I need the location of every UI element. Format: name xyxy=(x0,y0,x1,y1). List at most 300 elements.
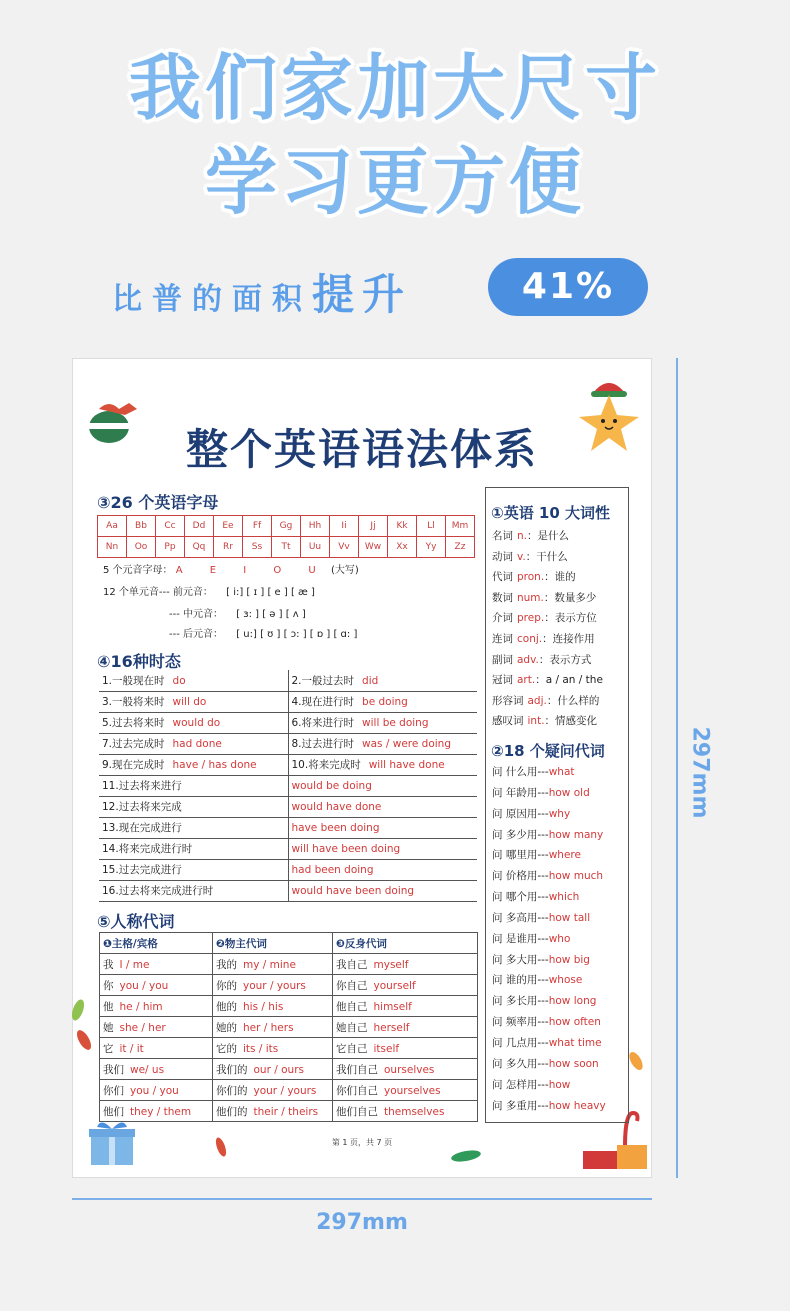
pronoun-chinese: 我 xyxy=(103,958,114,971)
pronoun-cell xyxy=(213,954,333,975)
vowels-line xyxy=(103,561,359,576)
pronoun-english: herself xyxy=(373,1021,410,1034)
alphabet-cell: Cc xyxy=(156,516,185,537)
tense-cell xyxy=(99,859,288,880)
pronoun-chinese: 我们自己 xyxy=(336,1063,378,1076)
poster-title: 整个英语语法体系 xyxy=(185,425,538,474)
pronoun-chinese: 我的 xyxy=(216,958,237,971)
pronoun-row xyxy=(100,996,478,1017)
question-word: who xyxy=(548,932,571,945)
alphabet-cell: Ss xyxy=(243,537,272,558)
tense-form: be doing xyxy=(362,696,408,708)
pronoun-english: we/ us xyxy=(130,1063,165,1076)
tense-form: would have been doing xyxy=(291,884,415,897)
tense-label: 13.现在完成进行 xyxy=(102,822,182,834)
tense-row xyxy=(99,796,477,817)
vowels-letters: A E I O U xyxy=(175,565,328,576)
pronoun-english: her / hers xyxy=(243,1021,294,1034)
alphabet-cell: Oo xyxy=(127,537,156,558)
pronoun-english: yourselves xyxy=(384,1084,441,1097)
pronoun-chinese: 他们的 xyxy=(216,1105,248,1118)
tense-label: 12.过去将来完成 xyxy=(102,801,182,813)
pos-meaning: ：数量多少 xyxy=(543,591,597,604)
pronoun-english: his / his xyxy=(243,1000,284,1013)
alphabet-cell: Xx xyxy=(388,537,417,558)
pronoun-english: it / it xyxy=(119,1042,144,1055)
tense-row xyxy=(99,670,477,691)
hero-title-line1: 我们家加大尺寸 xyxy=(128,46,661,130)
alphabet-cell: Uu xyxy=(301,537,330,558)
alphabet-cell: Kk xyxy=(388,516,417,537)
alphabet-cell: Ee xyxy=(214,516,243,537)
tense-form: had been doing xyxy=(291,863,374,876)
pronoun-chinese: 你们的 xyxy=(216,1084,248,1097)
back-vowels: [ u:] [ ʊ ] [ ɔ: ] [ ɒ ] [ ɑ: ] xyxy=(236,629,358,640)
pronoun-cell xyxy=(213,975,333,996)
pronoun-chinese: 我们 xyxy=(103,1063,124,1076)
tense-cell xyxy=(99,670,288,691)
tense-label: 14.将来完成进行时 xyxy=(102,843,193,855)
question-prompt: 问 多高用--- xyxy=(492,911,549,924)
pronouns-header: ❸反身代词 xyxy=(333,933,478,954)
tense-form: was / were doing xyxy=(362,738,451,750)
question-word: how xyxy=(548,1078,571,1091)
question-word: how much xyxy=(548,870,604,883)
pronoun-english: itself xyxy=(373,1042,400,1055)
tense-label: 2.一般过去时 xyxy=(291,674,355,687)
pronoun-cell xyxy=(333,1038,478,1059)
tense-form: did xyxy=(362,674,379,687)
question-prompt: 问 哪里用--- xyxy=(492,849,549,862)
pronouns-title: ⑤人称代词 xyxy=(97,912,175,931)
question-item xyxy=(492,993,606,1014)
alphabet-cell: Ww xyxy=(359,537,388,558)
question-item xyxy=(492,1035,606,1056)
alphabet-cell: Qq xyxy=(185,537,214,558)
alphabet-cell: Pp xyxy=(156,537,185,558)
question-item xyxy=(492,827,606,848)
tense-row xyxy=(99,880,477,901)
pronoun-row xyxy=(100,1101,478,1122)
question-prompt: 问 几点用--- xyxy=(492,1036,549,1049)
tense-label: 15.过去完成进行 xyxy=(102,864,182,876)
pronoun-english: they / them xyxy=(130,1105,192,1118)
tense-form: have been doing xyxy=(291,821,380,834)
pronoun-chinese: 她自己 xyxy=(336,1021,368,1034)
pronoun-chinese: 她的 xyxy=(216,1021,237,1034)
pronoun-english: she / her xyxy=(119,1021,166,1034)
question-word: what xyxy=(548,766,575,778)
subtitle-text: 比普的面积 xyxy=(112,282,312,317)
question-item xyxy=(492,1098,606,1119)
question-word: why xyxy=(548,807,571,820)
pronoun-row xyxy=(100,975,478,996)
vowels-note: (大写) xyxy=(330,565,359,576)
alphabet-cell: Rr xyxy=(214,537,243,558)
tense-label: 3.一般将来时 xyxy=(102,696,165,708)
pos-meaning: ：表示方位 xyxy=(544,612,597,625)
pos-item xyxy=(492,693,603,714)
pronoun-english: their / theirs xyxy=(253,1105,319,1118)
pos-item xyxy=(492,631,603,652)
pos-name: 介词 xyxy=(492,612,513,625)
tense-form: will be doing xyxy=(362,717,429,729)
question-prompt: 问 多重用--- xyxy=(492,1099,549,1112)
pronoun-english: themselves xyxy=(384,1105,445,1118)
height-dimension-line xyxy=(676,358,678,1178)
pos-meaning: ：a / an / the xyxy=(535,674,603,687)
pronoun-row xyxy=(100,1080,478,1101)
pronoun-cell xyxy=(333,1059,478,1080)
question-item xyxy=(492,889,606,910)
alphabet-cell: Vv xyxy=(330,537,359,558)
pronoun-english: you / you xyxy=(119,979,169,992)
vowels-label: 5 个元音字母： xyxy=(103,565,173,576)
pronoun-chinese: 你们 xyxy=(103,1084,124,1097)
alphabet-cell: Nn xyxy=(98,537,127,558)
tense-form: had done xyxy=(172,738,222,750)
mid-vowels-line xyxy=(169,605,306,620)
question-prompt: 问 多少用--- xyxy=(492,828,549,841)
tense-label: 9.现在完成时 xyxy=(102,759,165,771)
leaf-decoration-6 xyxy=(627,1050,646,1072)
mid-vowels: [ ɜ: ] [ ə ] [ ʌ ] xyxy=(236,609,306,620)
pos-meaning: ：是什么 xyxy=(527,530,569,542)
pos-item xyxy=(492,528,603,549)
pos-item xyxy=(492,590,603,611)
question-prompt: 问 年龄用--- xyxy=(492,786,549,799)
question-item xyxy=(492,764,606,785)
question-word: how big xyxy=(548,953,590,966)
pronoun-english: your / yours xyxy=(243,979,306,992)
tense-row xyxy=(99,691,477,712)
pronoun-cell xyxy=(100,1038,213,1059)
pos-name: 数词 xyxy=(492,591,513,604)
alphabet-table xyxy=(97,515,475,558)
hero-title-line2: 学习更方便 xyxy=(204,140,585,224)
pos-name: 连词 xyxy=(492,632,513,645)
alphabet-cell: Dd xyxy=(185,516,214,537)
tense-cell xyxy=(288,817,477,838)
tense-form: would do xyxy=(172,717,221,729)
question-prompt: 问 怎样用--- xyxy=(492,1078,549,1091)
question-prompt: 问 哪个用--- xyxy=(492,891,549,904)
tense-form: will have been doing xyxy=(291,842,401,855)
tense-label: 1.一般现在时 xyxy=(102,674,165,687)
tense-cell xyxy=(99,817,288,838)
pronoun-english: himself xyxy=(373,1000,412,1013)
question-word: where xyxy=(548,849,581,862)
tense-form: will have done xyxy=(368,759,445,771)
pos-item xyxy=(492,713,603,734)
pronoun-cell xyxy=(100,1017,213,1038)
pronoun-english: ourselves xyxy=(384,1063,435,1076)
pronoun-english: our / ours xyxy=(253,1063,304,1076)
pronoun-chinese: 它的 xyxy=(216,1042,237,1055)
pronouns-table xyxy=(99,932,478,1122)
pos-name: 名词 xyxy=(492,530,513,542)
tenses-table xyxy=(99,670,477,902)
pronoun-chinese: 他们 xyxy=(103,1105,124,1118)
question-prompt: 问 什么用--- xyxy=(492,766,549,778)
question-item xyxy=(492,847,606,868)
subtitle xyxy=(112,262,412,322)
question-word: how soon xyxy=(548,1057,599,1070)
pos-name: 感叹词 xyxy=(492,715,524,728)
subtitle-emphasis: 提升 xyxy=(312,270,413,319)
pronoun-cell xyxy=(100,1101,213,1122)
tense-cell xyxy=(288,796,477,817)
back-vowels-line xyxy=(169,625,357,640)
question-item xyxy=(492,1077,606,1098)
pronoun-english: myself xyxy=(373,958,409,971)
pronoun-cell xyxy=(213,1059,333,1080)
tense-cell xyxy=(99,691,288,712)
front-vowels: [ i:] [ ɪ ] [ e ] [ æ ] xyxy=(226,587,315,598)
alphabet-cell: Jj xyxy=(359,516,388,537)
pos-abbr: adv. xyxy=(517,653,539,666)
question-prompt: 问 原因用--- xyxy=(492,807,549,820)
pronoun-cell xyxy=(213,1017,333,1038)
pronoun-cell xyxy=(333,975,478,996)
question-prompt: 问 频率用--- xyxy=(492,1016,549,1029)
pos-meaning: ：连接作用 xyxy=(542,632,595,645)
pos-abbr: num. xyxy=(517,591,544,604)
pos-item xyxy=(492,652,603,673)
pronoun-chinese: 你的 xyxy=(216,979,237,992)
pos-item xyxy=(492,569,603,590)
tense-cell xyxy=(288,838,477,859)
front-vowels-line xyxy=(103,583,315,598)
question-word: how many xyxy=(548,828,604,841)
tense-cell xyxy=(99,838,288,859)
question-word: which xyxy=(548,891,580,904)
tense-label: 16.过去将来完成进行时 xyxy=(102,885,214,897)
tense-cell xyxy=(288,754,477,775)
pronoun-cell xyxy=(333,954,478,975)
question-prompt: 问 多长用--- xyxy=(492,995,549,1008)
question-prompt: 问 是谁用--- xyxy=(492,932,549,945)
pronouns-header: ❷物主代词 xyxy=(213,933,333,954)
alphabet-cell: Ii xyxy=(330,516,359,537)
leaf-decoration-5 xyxy=(450,1148,481,1163)
percent-badge: 41% xyxy=(488,258,648,316)
tense-row xyxy=(99,733,477,754)
pronoun-english: you / you xyxy=(130,1084,179,1097)
pos-name: 代词 xyxy=(492,571,513,584)
pos-abbr: art. xyxy=(517,674,536,687)
pos-meaning: ：什么样的 xyxy=(546,694,600,707)
pronoun-english: my / mine xyxy=(243,958,296,971)
alphabet-cell: Mm xyxy=(446,516,475,537)
tense-label: 7.过去完成时 xyxy=(102,738,165,750)
pronoun-chinese: 它自己 xyxy=(336,1042,368,1055)
pronoun-cell xyxy=(213,1101,333,1122)
pronoun-chinese: 你 xyxy=(103,979,114,992)
pronoun-english: yourself xyxy=(373,979,416,992)
tense-cell xyxy=(288,880,477,901)
leaf-decoration-2 xyxy=(74,1028,94,1052)
tense-label: 10.将来完成时 xyxy=(291,759,361,771)
tense-cell xyxy=(288,670,477,691)
pronoun-cell xyxy=(333,1101,478,1122)
pronoun-chinese: 他自己 xyxy=(336,1000,368,1013)
question-item xyxy=(492,952,606,973)
pronoun-row xyxy=(100,1038,478,1059)
width-dimension-line xyxy=(72,1198,652,1200)
tense-cell xyxy=(99,880,288,901)
pronoun-english: he / him xyxy=(119,1000,163,1013)
width-dimension-label: 297mm xyxy=(316,1210,408,1235)
pronoun-cell xyxy=(213,1038,333,1059)
pronoun-cell xyxy=(333,996,478,1017)
pronoun-row xyxy=(100,1059,478,1080)
pos-abbr: int. xyxy=(527,715,545,728)
alphabet-cell: Zz xyxy=(446,537,475,558)
tense-cell xyxy=(288,712,477,733)
pos-name: 冠词 xyxy=(492,674,513,687)
pronouns-header-row xyxy=(100,933,478,954)
pronoun-english: I / me xyxy=(119,958,150,971)
tense-row xyxy=(99,754,477,775)
question-word: what time xyxy=(548,1036,602,1049)
tense-cell xyxy=(99,712,288,733)
questions-title: ②18 个疑问代词 xyxy=(491,742,605,760)
pos-item xyxy=(492,672,603,693)
pronoun-chinese: 他的 xyxy=(216,1000,237,1013)
pos-meaning: ：情感变化 xyxy=(544,715,598,728)
tense-cell xyxy=(288,775,477,796)
question-word: how old xyxy=(548,786,590,799)
tense-cell xyxy=(288,859,477,880)
tense-cell xyxy=(99,733,288,754)
tense-label: 5.过去将来时 xyxy=(102,717,165,729)
parts-of-speech-list xyxy=(492,528,603,734)
pos-meaning: ：干什么 xyxy=(525,550,568,563)
tense-row xyxy=(99,775,477,796)
tense-row xyxy=(99,817,477,838)
pos-meaning: ：表示方式 xyxy=(538,653,592,666)
tense-cell xyxy=(99,775,288,796)
page-number: 第 1 页，共 7 页 xyxy=(331,1138,393,1147)
alphabet-cell: Bb xyxy=(127,516,156,537)
tense-form: will do xyxy=(172,696,207,708)
tense-row xyxy=(99,859,477,880)
pos-abbr: n. xyxy=(517,530,527,542)
tense-label: 6.将来进行时 xyxy=(291,717,355,729)
pronoun-chinese: 她 xyxy=(103,1021,114,1034)
monophthong-label: 12 个单元音--- 前元音： xyxy=(103,587,213,598)
pronoun-chinese: 我自己 xyxy=(336,958,368,971)
pos-abbr: prep. xyxy=(517,612,545,625)
pos-name: 动词 xyxy=(492,550,513,563)
pronoun-english: your / yours xyxy=(253,1084,317,1097)
pos-abbr: v. xyxy=(517,550,526,563)
pos-item xyxy=(492,610,603,631)
leaf-decoration-1 xyxy=(70,998,87,1022)
tenses-title: ④16种时态 xyxy=(97,652,181,671)
pronoun-cell xyxy=(100,996,213,1017)
pronoun-cell xyxy=(333,1017,478,1038)
pronoun-cell xyxy=(100,1059,213,1080)
alphabet-title: ③26 个英语字母 xyxy=(97,493,219,512)
question-item xyxy=(492,1014,606,1035)
pronoun-cell xyxy=(213,1080,333,1101)
pronoun-row xyxy=(100,954,478,975)
pronoun-cell xyxy=(333,1080,478,1101)
pronoun-chinese: 你们自己 xyxy=(336,1084,378,1097)
pos-abbr: pron. xyxy=(517,571,545,584)
tense-label: 4.现在进行时 xyxy=(291,696,355,708)
alphabet-cell: Tt xyxy=(272,537,301,558)
question-word: how long xyxy=(548,995,597,1008)
pronoun-chinese: 我们的 xyxy=(216,1063,248,1076)
alphabet-cell: Yy xyxy=(417,537,446,558)
mid-label: --- 中元音： xyxy=(169,609,224,620)
question-words-list xyxy=(492,764,606,1118)
question-prompt: 问 谁的用--- xyxy=(492,974,549,987)
question-item xyxy=(492,931,606,952)
question-prompt: 问 多久用--- xyxy=(492,1057,549,1070)
question-item xyxy=(492,972,606,993)
question-word: how often xyxy=(548,1016,601,1029)
tense-label: 11.过去将来进行 xyxy=(102,780,182,792)
question-word: how heavy xyxy=(548,1099,606,1112)
tense-row xyxy=(99,712,477,733)
pronoun-cell xyxy=(100,1080,213,1101)
tense-label: 8.过去进行时 xyxy=(291,738,355,750)
question-item xyxy=(492,1056,606,1077)
tense-cell xyxy=(288,691,477,712)
pronoun-cell xyxy=(213,996,333,1017)
pos-item xyxy=(492,549,603,570)
pronoun-cell xyxy=(100,975,213,996)
pronoun-cell xyxy=(100,954,213,975)
question-word: whose xyxy=(548,974,583,987)
question-item xyxy=(492,910,606,931)
alphabet-cell: Ll xyxy=(417,516,446,537)
question-prompt: 问 多大用--- xyxy=(492,953,549,966)
tense-row xyxy=(99,838,477,859)
pronouns-header: ❶主格/宾格 xyxy=(100,933,213,954)
pronoun-english: its / its xyxy=(243,1042,279,1055)
tense-cell xyxy=(288,733,477,754)
tense-cell xyxy=(99,754,288,775)
back-label: --- 后元音： xyxy=(169,629,224,640)
question-item xyxy=(492,785,606,806)
question-item xyxy=(492,868,606,889)
pronoun-chinese: 你自己 xyxy=(336,979,368,992)
alphabet-cell: Aa xyxy=(98,516,127,537)
right-panel xyxy=(485,487,629,1123)
tense-cell xyxy=(99,796,288,817)
parts-of-speech-title: ①英语 10 大词性 xyxy=(491,504,611,522)
pos-abbr: adj. xyxy=(527,694,547,707)
question-item xyxy=(492,806,606,827)
pronoun-chinese: 他们自己 xyxy=(336,1105,378,1118)
alphabet-cell: Hh xyxy=(301,516,330,537)
tense-form: have / has done xyxy=(172,759,257,771)
grammar-poster xyxy=(72,358,652,1178)
pronoun-chinese: 它 xyxy=(103,1042,114,1055)
tense-form: would have done xyxy=(291,800,382,813)
pos-name: 形容词 xyxy=(492,694,524,707)
pos-name: 副词 xyxy=(492,653,513,666)
height-dimension-label: 297mm xyxy=(687,726,713,819)
pos-meaning: ：谁的 xyxy=(544,571,576,584)
tense-form: do xyxy=(172,674,186,687)
pronoun-row xyxy=(100,1017,478,1038)
